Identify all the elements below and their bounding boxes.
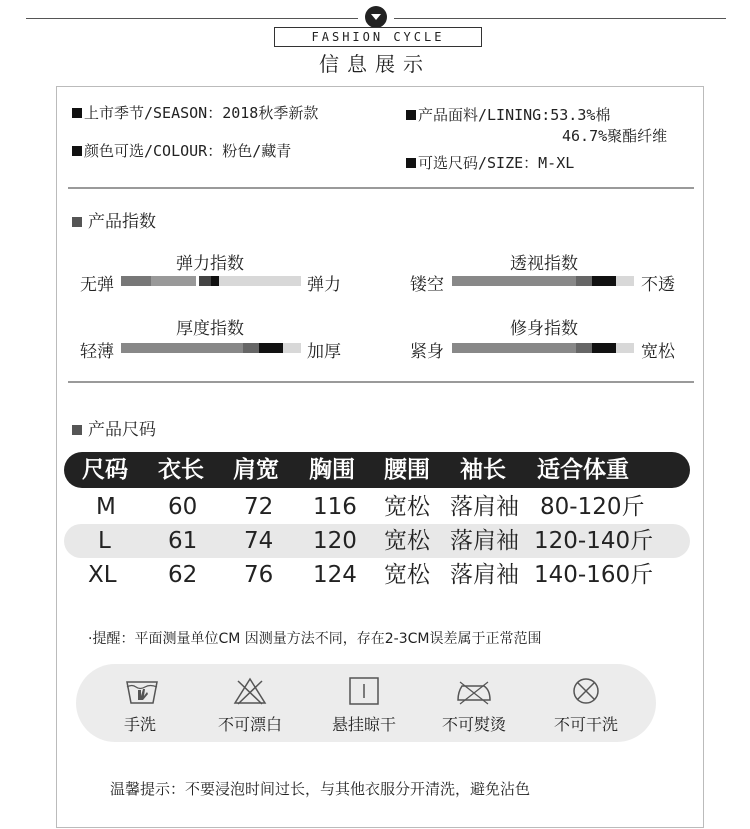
index-bar-stretch [121,276,301,286]
lining-info: 产品面料/LINING:53.3%棉 [406,104,610,125]
table-row-size: L [98,528,111,554]
table-row-sleeve: 落肩袖 [450,528,519,554]
table-row-chest: 120 [313,528,357,554]
section-square-icon [72,217,82,227]
care-label-no-bleach: 不可漂白 [217,715,282,734]
chevron-down-icon [365,6,387,28]
index-section-title: 产品指数 [72,207,156,232]
care-label-no-iron: 不可熨烫 [441,715,506,734]
size-info: 可选尺码/SIZE：M-XL [406,152,574,173]
index-level-stretch [211,276,219,286]
table-row-weight: 120-140斤 [534,528,654,554]
table-row-waist: 宽松 [384,562,430,588]
index-title-thickness: 厚度指数 [176,319,244,339]
bullet-square-icon [406,110,416,120]
hang-dry-icon [346,676,382,706]
index-bar-sheer [452,276,634,286]
th-waist: 腰围 [384,457,430,483]
table-row-size: M [96,494,116,520]
index-right-fit: 宽松 [641,342,675,362]
table-row-sleeve: 落肩袖 [450,494,519,520]
care-label-hand-wash: 手洗 [123,715,156,734]
header-line-left [26,18,358,19]
table-row-length: 62 [168,562,198,588]
table-row-length: 61 [168,528,198,554]
th-size: 尺码 [82,457,128,483]
table-row-chest: 124 [313,562,357,588]
table-row-shoulder: 72 [244,494,274,520]
th-weight: 适合体重 [537,457,629,483]
index-right-sheer: 不透 [641,275,675,295]
care-label-no-dry-clean: 不可干洗 [553,715,618,734]
table-row-waist: 宽松 [384,494,430,520]
page-title: 信息展示 [319,52,431,76]
colour-info: 颜色可选/COLOUR：粉色/藏青 [72,140,291,161]
bullet-square-icon [72,146,82,156]
hand-wash-icon [124,676,160,706]
divider-2 [68,381,694,383]
index-title-stretch: 弹力指数 [176,254,244,274]
season-info: 上市季节/SEASON：2018秋季新款 [72,102,318,123]
footer-tip: 温馨提示：不要浸泡时间过长，与其他衣服分开清洗，避免沾色 [110,780,531,798]
no-bleach-icon [232,676,268,706]
bullet-square-icon [406,158,416,168]
index-right-thickness: 加厚 [307,342,341,362]
table-row-shoulder: 76 [244,562,274,588]
index-right-stretch: 弹力 [307,275,341,295]
index-title-fit: 修身指数 [510,319,578,339]
index-bar-fit [452,343,634,353]
table-row-waist: 宽松 [384,528,430,554]
table-row-sleeve: 落肩袖 [450,562,519,588]
no-dry-clean-icon [568,676,604,706]
measurement-reminder: ·提醒：平面测量单位CM 因测量方法不同，存在2-3CM误差属于正常范围 [88,631,542,647]
section-square-icon [72,425,82,435]
size-section-title: 产品尺码 [72,415,156,440]
index-left-thickness: 轻薄 [80,342,114,362]
th-chest: 胸围 [309,457,355,483]
care-label-hang-dry: 悬挂晾干 [331,715,396,734]
index-left-fit: 紧身 [410,342,444,362]
table-row-length: 60 [168,494,198,520]
th-length: 衣长 [158,457,204,483]
index-left-sheer: 镂空 [410,275,444,295]
index-title-sheer: 透视指数 [510,254,578,274]
divider-1 [68,187,694,189]
brand-label: FASHION CYCLE [274,27,482,47]
table-row-size: XL [88,562,117,588]
th-shoulder: 肩宽 [233,457,279,483]
lining-info-line2: 46.7%聚酯纤维 [562,127,668,145]
table-row-weight: 140-160斤 [534,562,654,588]
header-line-right [394,18,726,19]
index-bar-thickness [121,343,301,353]
th-sleeve: 袖长 [460,457,506,483]
table-row-weight: 80-120斤 [540,494,645,520]
table-row-chest: 116 [313,494,357,520]
table-row-shoulder: 74 [244,528,274,554]
bullet-square-icon [72,108,82,118]
no-iron-icon [454,676,494,706]
index-left-stretch: 无弹 [80,275,114,295]
